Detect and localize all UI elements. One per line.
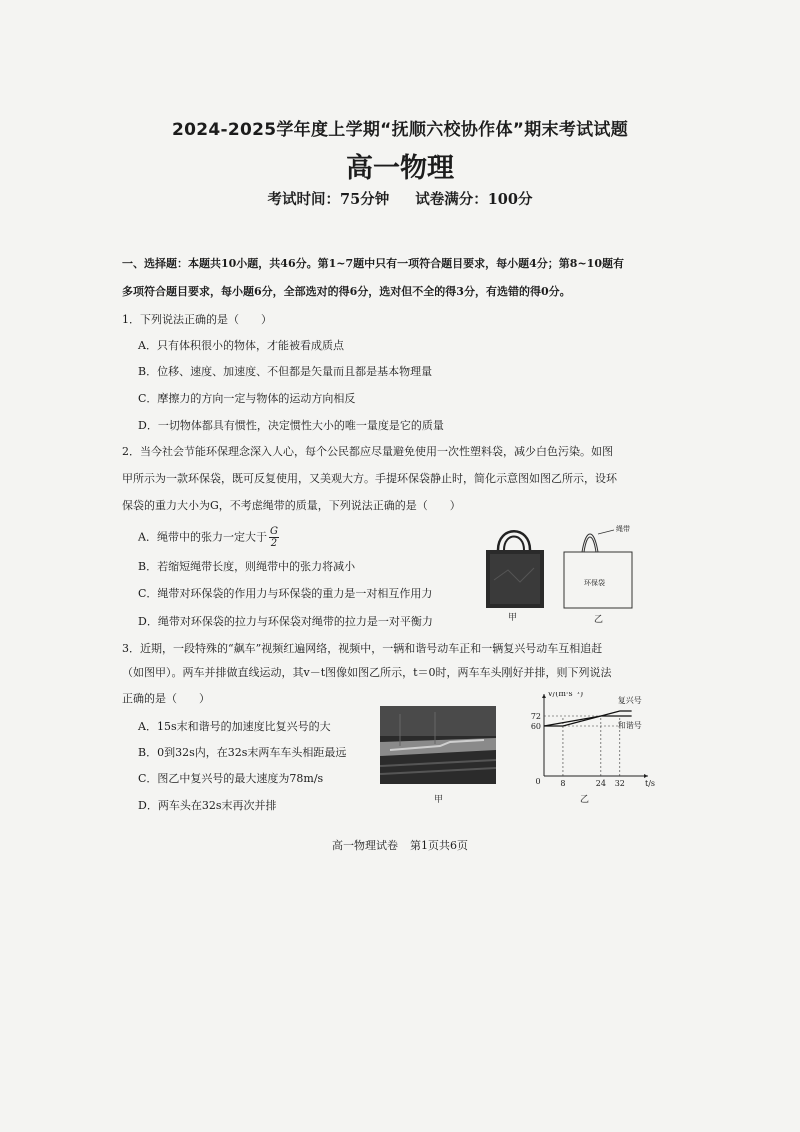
- x-axis-label: t/s: [644, 779, 656, 788]
- q2-option-c: C．绳带对环保袋的作用力与环保袋的重力是一对相互作用力: [138, 587, 433, 600]
- x-axis-arrow: [644, 774, 648, 778]
- footer-paper-name: 高一物理试卷: [332, 839, 398, 852]
- exam-title: 2024-2025学年度上学期“抚顺六校协作体”期末考试试题: [171, 120, 629, 140]
- q2-stem-line2: 甲所示为一款环保袋，既可反复使用，又美观大方。手提环保袋静止时，简化示意图如图乙所示，设环: [122, 472, 617, 485]
- q3-stem-line2: （如图甲）。两车并排做直线运动，其v－t图像如图乙所示，t＝0时，两车车头刚好并排，则下列说法: [122, 666, 612, 679]
- q2-option-b: B．若缩短绳带长度，则绳带中的张力将减小: [138, 560, 356, 573]
- q2-stem-line1: 2．当今社会节能环保理念深入人心，每个公民都应尽量避免使用一次性塑料袋，减少白色污染。如图: [122, 445, 613, 458]
- subject-title: 高一物理: [346, 153, 454, 184]
- section-instructions-line1: 一、选择题：本题共10小题，共46分。第1~7题中只有一项符合题目要求，每小题4分；第8~10题有: [122, 257, 624, 270]
- fraction-numerator: G: [269, 526, 278, 537]
- q1-option-b: B．位移、速度、加速度、不但都是矢量而且都是基本物理量: [138, 365, 433, 378]
- q1-option-c: C．摩擦力的方向一定与物体的运动方向相反: [138, 392, 356, 405]
- series-label-1: 和谐号: [617, 721, 642, 730]
- footer-page-number: 第1页共6页: [410, 839, 468, 852]
- q2-option-a: [138, 526, 279, 549]
- q3-caption-jia: 甲: [434, 795, 444, 805]
- q3-option-c: C．图乙中复兴号的最大速度为78m/s: [138, 772, 324, 785]
- y-tick-label-72: 72: [530, 712, 541, 721]
- vt-chart: [528, 692, 658, 804]
- q2-figure-yi: [560, 522, 640, 627]
- q1-option-d: D．一切物体都具有惯性，决定惯性大小的唯一量度是它的质量: [138, 419, 444, 432]
- q3-option-a: A．15s末和谐号的加速度比复兴号的大: [138, 720, 331, 733]
- series-label-0: 复兴号: [617, 696, 642, 705]
- x-tick-label-24: 24: [595, 779, 606, 788]
- q3-caption-yi: 乙: [580, 795, 590, 805]
- q2-option-d: D．绳带对环保袋的拉力与环保袋对绳带的拉力是一对平衡力: [138, 615, 433, 628]
- q3-option-d: D．两车头在32s末再次并排: [138, 799, 277, 812]
- q1-option-a: A．只有体积很小的物体，才能被看成质点: [138, 339, 344, 352]
- y-tick-label-60: 60: [530, 722, 541, 731]
- q3-option-b: B．0到32s内，在32s末两车车头相距最远: [138, 746, 347, 759]
- y-axis-label: v/(m·s⁻¹): [548, 692, 584, 698]
- x-tick-label-0: 0: [535, 777, 541, 786]
- trains-photo: [380, 706, 496, 784]
- q3-figure-jia: [380, 706, 496, 810]
- q2-caption-yi: 乙: [594, 615, 604, 625]
- exam-info: [0, 188, 800, 209]
- q2-caption-jia: 甲: [508, 613, 518, 623]
- q2-option-a-text: A．绳带中的张力一定大于: [138, 530, 267, 544]
- page-footer: [0, 837, 800, 853]
- q2-figure-jia: [480, 520, 550, 625]
- strap-label: 绳带: [616, 525, 630, 533]
- g-over-2-fraction: [269, 526, 279, 549]
- q3-stem-line1: 3．近期，一段特殊的“飙车”视频红遍网络，视频中，一辆和谐号动车正和一辆复兴号动车互相追赶: [122, 642, 603, 655]
- section-instructions-line2: 多项符合题目要求，每小题6分，全部选对的得6分，选对但不全的得3分，有选错的得0分。: [122, 285, 571, 298]
- bag-schematic: [560, 522, 640, 612]
- bag-label: 环保袋: [584, 579, 605, 587]
- x-tick-label-32: 32: [614, 779, 625, 788]
- vt-chart-svg: [528, 692, 658, 792]
- q2-stem-line3: 保袋的重力大小为G，不考虑绳带的质量，下列说法正确的是（ ）: [122, 499, 461, 512]
- y-axis-arrow: [542, 694, 546, 698]
- q3-stem-line3: 正确的是（ ）: [122, 692, 210, 705]
- full-score: 试卷满分：100分: [415, 191, 533, 208]
- fraction-denominator: 2: [270, 538, 278, 549]
- x-tick-label-8: 8: [560, 779, 566, 788]
- q1-stem: 1．下列说法正确的是（ ）: [122, 313, 272, 326]
- exam-time: 考试时间：75分钟: [267, 191, 390, 208]
